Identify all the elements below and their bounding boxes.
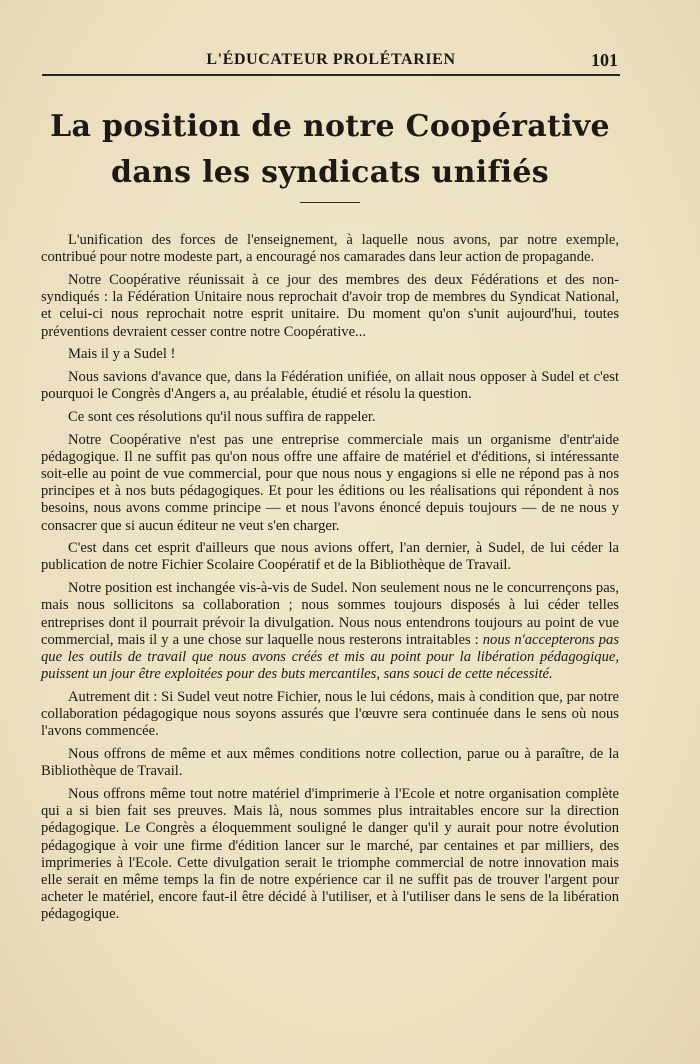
paragraph: Notre Coopérative n'est pas une entreprise commerciale mais un organisme d'entr'aide pédagogique. Il ne suffit pas qu'on nous offre une affaire de matériel et d'éditions, si intéressante soit-elle au point de vue commercial, pour que nous nous y engagions si elle ne répond pas à nos principes et à nos buts pédagogiques. Et pour les éditions ou les réalisations qui répondent à nos besoins, nous avons comme principe — et nous l'avons énoncé depuis toujours — de ne nous y consacrer que si aucun éditeur ne veut s'en charger. [41,431,619,534]
paragraph: Autrement dit : Si Sudel veut notre Fichier, nous le lui cédons, mais à condition que, par notre collaboration pédagogique nous soyons assurés que l'œuvre sera continuée dans le sens où nous l'avons commencée. [41,688,619,740]
paragraph-plain-text: Notre position est inchangée vis-à-vis de Sudel. Non seulement nous ne le concurrençons pas, mais nous sollicitons sa collaboration ; nous sommes toujours disposés à lui céder telles entreprises dont il pourrait prévoir la divulgation. Nous nous entendrons toujours au point de vue commercial, mais il y a une chose sur laquelle nous resterons intraitables : [41,580,619,648]
page-number: 101 [591,50,618,70]
running-header [42,50,620,76]
paragraph: C'est dans cet esprit d'ailleurs que nous avions offert, l'an dernier, à Sudel, de lui céder la publication de notre Fichier Scolaire Coopératif et de la Bibliothèque de Travail. [41,540,619,574]
title-divider [300,202,360,203]
paragraph-italic-text: nous n'accepterons pas que les outils de travail que nous avons créés et mis au point pour la libération pédagogique, puissent un jour être exploitées pour des buts mercantiles, sans souci de cette nécessité. [41,631,620,683]
article-title-line-2: dans les syndicats unifiés [111,155,549,190]
paragraph: Nous offrons de même et aux mêmes conditions notre collection, parue ou à paraître, de la Bibliothèque de Travail. [41,745,619,780]
article-title-line-1: La position de notre Coopérative [50,109,610,144]
article-body [41,232,619,929]
paragraph: Nous offrons même tout notre matériel d'imprimerie à l'Ecole et notre organisation complète qui a si bien fait ses preuves. Mais là, nous sommes plus intraitables encore sur la direction pédagogique. Le Congrès a éloquemment souligné le danger qu'il y aurait pour notre évolution pédagogique à voir une firme d'édition lancer sur le marché, par centaines et par milliers, des imprimeries à l'Ecole. Cette divulgation serait le triomphe commercial de notre innovation mais elle serait en même temps la fin de notre expérience car il ne suffit pas de trouver l'argent pour acheter le matériel, encore faut-il être décidé à l'utiliser, et à l'utiliser dans le sens de la libération pédagogique. [41,785,619,923]
paragraph: Mais il y a Sudel ! [68,346,176,363]
article-title [40,104,620,196]
paragraph-sudel-position [41,580,619,683]
paragraph: Notre Coopérative réunissait à ce jour des membres des deux Fédérations et des non-syndiqués : la Fédération Unitaire nous reprochait d'avoir trop de membres du Syndicat National, et celui-ci nous reprochait notre esprit unitaire. Du moment qu'on s'unit aujourd'hui, toutes préventions devraient cesser contre notre Coopérative... [41,271,619,340]
paragraph: Ce sont ces résolutions qu'il nous suffira de rappeler. [68,408,376,425]
journal-title: L'ÉDUCATEUR PROLÉTARIEN [206,51,456,68]
paragraph: L'unification des forces de l'enseignement, à laquelle nous avons, par notre exemple, contribué pour notre modeste part, a encouragé nos camarades dans leur action de propagande. [41,232,619,266]
paragraph: Nous savions d'avance que, dans la Fédération unifiée, on allait nous opposer à Sudel et c'est pourquoi le Congrès d'Angers a, au préalable, étudié et résolu la question. [41,368,619,403]
